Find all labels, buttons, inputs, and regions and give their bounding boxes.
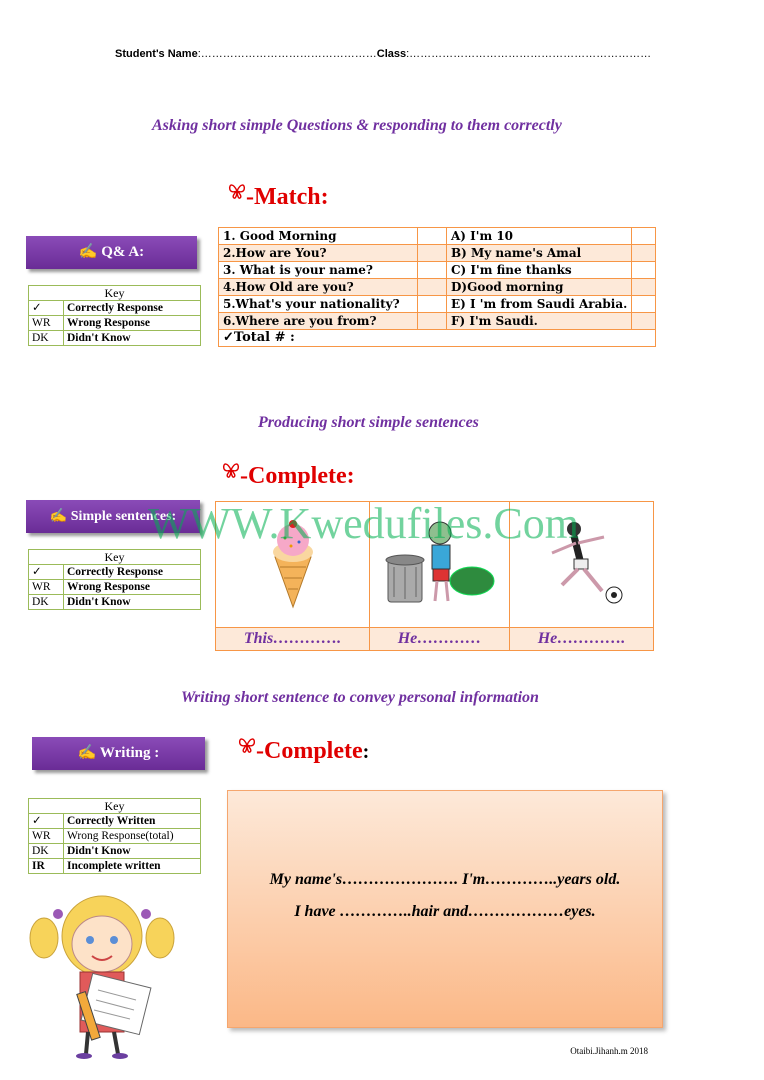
name-blank[interactable]: :………………………………………… [197, 48, 377, 60]
key-code: ✓ [29, 565, 64, 580]
answer-cell: F) I'm Saudi. [447, 313, 632, 330]
answer-cell: B) My name's Amal [447, 245, 632, 262]
key-text: Correctly Written [64, 814, 201, 829]
key-row [29, 301, 201, 316]
answer-box[interactable] [418, 245, 447, 262]
question-cell: 5.What's your nationality? [219, 296, 418, 313]
match-row [219, 228, 656, 245]
key-text: Incomplete written [64, 859, 201, 874]
answer-box[interactable] [632, 262, 656, 279]
key-text: Wrong Response(total) [64, 829, 201, 844]
caption-this[interactable]: This…………. [216, 628, 370, 651]
key-row [29, 580, 201, 595]
ice-cream-cell [216, 502, 370, 628]
match-title-text: -Match: [246, 184, 329, 210]
butterfly-icon [238, 736, 256, 754]
writing-key-table [28, 798, 201, 874]
objective-questions: Asking short simple Questions & responding to them correctly [152, 117, 562, 134]
key-row [29, 814, 201, 829]
writing-title-colon: : [362, 741, 370, 763]
complete-task-title [222, 461, 355, 490]
class-label: Class [376, 48, 407, 60]
total-row [219, 330, 656, 347]
key-code: ✓ [29, 301, 64, 316]
key-row [29, 565, 201, 580]
key-row [29, 829, 201, 844]
match-row [219, 262, 656, 279]
key-header: Key [29, 286, 201, 301]
boy-kicking-football-picture [532, 515, 632, 610]
question-cell: 1. Good Morning [219, 228, 418, 245]
key-row [29, 859, 201, 874]
key-text: Didn't Know [64, 595, 201, 610]
match-row [219, 313, 656, 330]
ice-cream-picture [263, 512, 323, 612]
key-text: Wrong Response [64, 580, 201, 595]
answer-cell: D)Good morning [447, 279, 632, 296]
objective-sentences: Producing short simple sentences [258, 414, 479, 431]
key-code: WR [29, 829, 64, 844]
key-row [29, 595, 201, 610]
question-cell: 2.How are You? [219, 245, 418, 262]
objective-writing: Writing short sentence to convey personal information [181, 689, 539, 706]
question-cell: 6.Where are you from? [219, 313, 418, 330]
writing-box [227, 790, 663, 1028]
student-info-line [115, 48, 651, 60]
key-code: WR [29, 316, 64, 331]
answer-cell: C) I'm fine thanks [447, 262, 632, 279]
writing-line-name-age[interactable]: My name's…………………. I'm…………..years old. [269, 871, 621, 888]
complete-title-text: -Complete: [240, 463, 355, 489]
answer-box[interactable] [632, 313, 656, 330]
writing-title-text: -Complete [256, 738, 363, 764]
football-boy-cell [510, 502, 654, 628]
key-header: Key [29, 550, 201, 565]
question-cell: 3. What is your name? [219, 262, 418, 279]
writing-badge: ✍ Writing : [32, 737, 205, 770]
writing-task-title [238, 736, 369, 765]
key-code: ✓ [29, 814, 64, 829]
key-text: Correctly Response [64, 301, 201, 316]
key-row [29, 331, 201, 346]
key-row [29, 316, 201, 331]
answer-box[interactable] [418, 228, 447, 245]
qa-badge: ✍ Q& A: [26, 236, 197, 269]
key-text: Correctly Response [64, 565, 201, 580]
key-code: DK [29, 331, 64, 346]
match-row [219, 245, 656, 262]
butterfly-icon [222, 461, 240, 479]
key-code: DK [29, 595, 64, 610]
caption-he-2[interactable]: He…………. [510, 628, 654, 651]
key-header: Key [29, 799, 201, 814]
answer-box[interactable] [632, 279, 656, 296]
answer-box[interactable] [418, 262, 447, 279]
simple-sentences-badge: ✍ Simple sentences: [26, 500, 200, 533]
key-text: Didn't Know [64, 844, 201, 859]
qa-key-table [28, 285, 201, 346]
trash-boy-cell [370, 502, 510, 628]
key-code: DK [29, 844, 64, 859]
key-text: Wrong Response [64, 316, 201, 331]
key-code: IR [29, 859, 64, 874]
answer-box[interactable] [418, 313, 447, 330]
match-row [219, 279, 656, 296]
butterfly-icon [228, 182, 246, 200]
watermark: WWW.Kwedufiles.Com [148, 499, 579, 548]
match-task-title [228, 182, 329, 211]
key-code: WR [29, 580, 64, 595]
key-row [29, 844, 201, 859]
answer-box[interactable] [632, 296, 656, 313]
match-row [219, 296, 656, 313]
footer-credit: Otaibi.Jihanh.m 2018 [570, 1046, 648, 1056]
match-table [218, 227, 656, 347]
answer-box[interactable] [632, 245, 656, 262]
caption-he-1[interactable]: He………… [370, 628, 510, 651]
question-cell: 4.How Old are you? [219, 279, 418, 296]
sentences-key-table [28, 549, 201, 610]
writing-line-hair-eyes[interactable]: I have …………..hair and………………eyes. [294, 903, 596, 920]
boy-with-trash-can-picture [380, 515, 500, 610]
key-text: Didn't Know [64, 331, 201, 346]
girl-writing-picture [26, 888, 178, 1060]
answer-box[interactable] [418, 296, 447, 313]
answer-cell: A) I'm 10 [447, 228, 632, 245]
name-label: Student's Name [115, 48, 198, 60]
answer-box[interactable] [418, 279, 447, 296]
class-blank[interactable]: :………………………………………………………… [406, 48, 652, 60]
answer-cell: E) I 'm from Saudi Arabia. [447, 296, 632, 313]
picture-table [215, 501, 654, 651]
total-cell[interactable]: ✓Total # : [219, 330, 656, 347]
answer-box[interactable] [632, 228, 656, 245]
